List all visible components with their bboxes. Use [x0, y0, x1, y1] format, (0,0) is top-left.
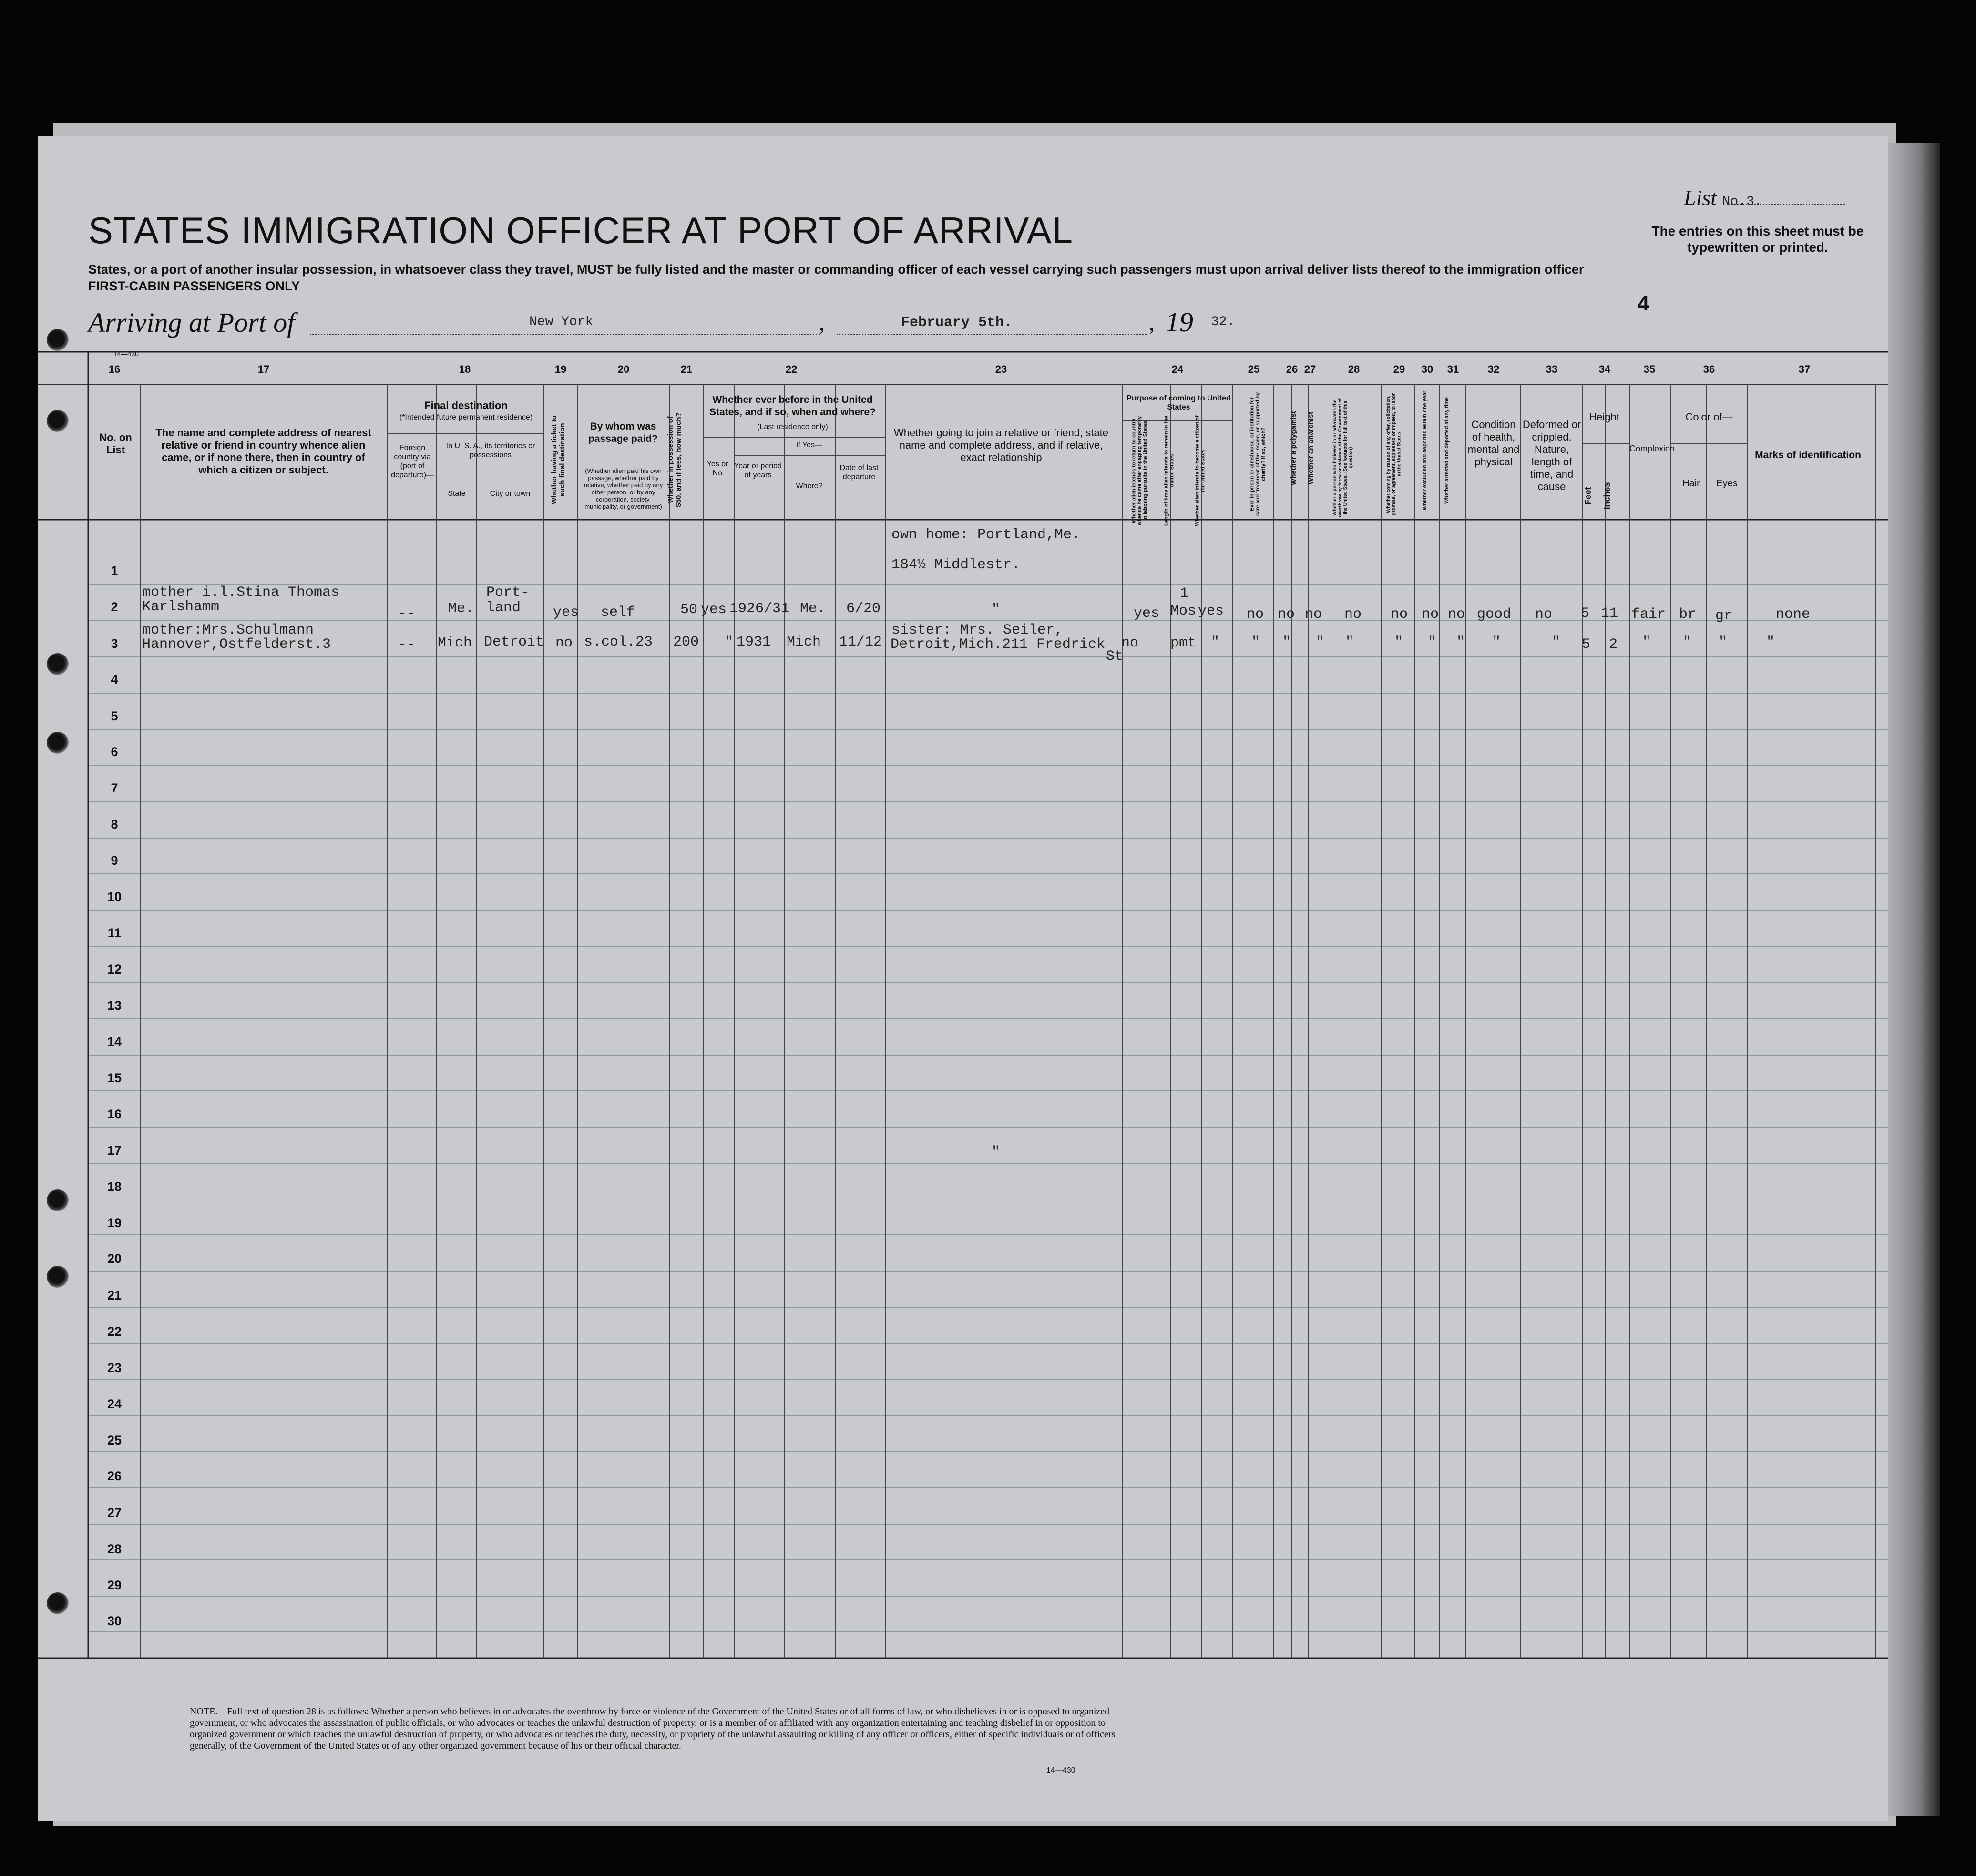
- header-ticket: Whether having a ticket to such final destination: [550, 415, 566, 504]
- header-marks: Marks of identification: [1755, 450, 1861, 461]
- header-join-relative: Whether going to join a relative or friend; state name and complete address, and if relative, exact relationship: [893, 427, 1109, 463]
- column-number: 26: [1286, 363, 1298, 375]
- row3-polygamist: ": [1282, 634, 1291, 650]
- header-purpose-length: Length of time alien intends to remain in the United States: [1163, 415, 1175, 526]
- header-before-us-note: (Last residence only): [757, 423, 828, 431]
- row2-state: Me.: [448, 601, 474, 617]
- row2-feet: 5: [1581, 605, 1590, 622]
- row2-city-line2: land: [486, 600, 521, 616]
- comma-separator: ,: [1149, 310, 1155, 336]
- column-number: 33: [1546, 363, 1558, 375]
- row3-inches: 2: [1609, 636, 1618, 653]
- header-hair: Hair: [1682, 478, 1700, 489]
- header-date-departure: Date of last departure: [840, 464, 879, 481]
- port-value: New York: [529, 315, 594, 329]
- row3-length: pmt: [1170, 635, 1197, 651]
- row1-join-line1: own home: Portland,Me.: [891, 527, 1081, 543]
- row2-city-line1: Port-: [486, 584, 530, 601]
- row-number: 15: [107, 1071, 122, 1085]
- row2-foreign: --: [398, 605, 416, 622]
- header-q31: Whether arrested and deported at any time: [1444, 397, 1450, 504]
- row3-departure: 11/12: [839, 634, 882, 650]
- header-final-destination: Final destination: [424, 400, 508, 411]
- row3-foreign: --: [398, 636, 416, 653]
- column-number: 34: [1598, 363, 1611, 375]
- row-number: 6: [111, 745, 118, 759]
- column-number: 37: [1798, 363, 1811, 375]
- header-foreign-country: Foreign country via (port of departure)—: [391, 444, 434, 479]
- header-inches: Inches: [1602, 482, 1612, 510]
- year-suffix: 32.: [1211, 315, 1235, 329]
- row3-citizen: ": [1211, 634, 1220, 650]
- row2-money: 50: [680, 602, 698, 618]
- row-number: 4: [111, 672, 118, 687]
- row2-q30: no: [1422, 606, 1439, 623]
- header-q28: Whether a person who believes in or advocates the overthrow by force or violence of the Government of the United States. (See footnote for full text of this question): [1332, 398, 1353, 517]
- row3-deformed: ": [1552, 634, 1561, 650]
- row3-relative-line1: mother:Mrs.Schulmann: [142, 622, 314, 638]
- row3-complexion: ": [1642, 634, 1651, 650]
- listing-notice: States, or a port of another insular possession, in whatsoever class they travel, MUST be fully listed and the master or commanding officer of each vessel carrying such passengers must upon arrival deliver lists thereof to the immigration officer: [88, 262, 1584, 277]
- row2-hair: br: [1679, 606, 1697, 623]
- row-number: 23: [107, 1361, 122, 1375]
- row2-marks: none: [1776, 606, 1811, 623]
- header-anarchist: Whether an anarchist: [1307, 411, 1315, 485]
- header-no-on-list: No. on List: [99, 431, 132, 456]
- header-q30: Whether excluded and deported within one year: [1422, 390, 1428, 511]
- row3-years: 1931: [737, 634, 771, 650]
- row2-before-yes-no: yes: [701, 602, 727, 618]
- column-number: 24: [1171, 363, 1184, 375]
- row-number: 7: [111, 781, 118, 795]
- row3-q29: ": [1394, 634, 1403, 650]
- year-prefix: 19: [1166, 307, 1193, 338]
- row3-purpose-return: no: [1121, 635, 1139, 651]
- row-number: 14: [107, 1035, 122, 1049]
- row3-before-yes-no: ": [725, 634, 734, 650]
- binder-hole-icon: [47, 653, 69, 675]
- row2-citizen: yes: [1198, 603, 1224, 619]
- row2-complexion: fair: [1631, 606, 1666, 623]
- header-where: Where?: [796, 482, 823, 490]
- row2-length-line1: 1: [1180, 585, 1189, 602]
- column-number: 21: [680, 363, 693, 375]
- row2-deformed: no: [1535, 606, 1553, 623]
- header-prison: Ever in prison or almshouse, or institution for care and treatment of the insane, or supported by charity? If so, which?: [1249, 392, 1267, 516]
- row2-prison: no: [1247, 606, 1264, 623]
- date-value: February 5th.: [901, 315, 1013, 331]
- header-q29: Whether coming by reason of any offer, solicitation, promise, or agreement, expressed or implied, to labor in the United States: [1386, 393, 1402, 515]
- row2-years: 1926/31: [729, 601, 790, 617]
- row2-length-line2: Mos: [1170, 603, 1197, 619]
- header-by-whom: By whom was passage paid?: [588, 421, 658, 444]
- binder-hole-icon: [47, 1189, 69, 1211]
- header-feet: Feet: [1583, 487, 1593, 505]
- header-before-us: Whether ever before in the United States, and if so, when and where?: [709, 394, 876, 418]
- column-number: 29: [1393, 363, 1405, 375]
- header-polygamist: Whether a polygamist: [1290, 411, 1298, 485]
- column-number: 28: [1348, 363, 1360, 375]
- binder-hole-icon: [47, 410, 69, 432]
- row3-ticket: no: [555, 635, 573, 651]
- row-number: 25: [107, 1433, 122, 1447]
- row-number: 27: [107, 1506, 122, 1520]
- row2-ticket: yes: [553, 605, 579, 621]
- row2-join: ": [992, 602, 1001, 618]
- row-number: 10: [107, 890, 122, 904]
- row2-purpose-return: yes: [1134, 605, 1160, 622]
- row2-relative-line2: Karlshamm: [142, 599, 220, 615]
- row-number: 29: [107, 1578, 122, 1592]
- row2-eyes: gr: [1715, 608, 1733, 624]
- column-number: 27: [1304, 363, 1316, 375]
- row-number: 8: [111, 817, 118, 831]
- row-number: 5: [111, 709, 118, 723]
- typewritten-note: The entries on this sheet must be typewritten or printed.: [1651, 224, 1864, 255]
- row-number: 12: [107, 962, 122, 976]
- row3-join-line2: Detroit,Mich.211 Fredrick: [891, 636, 1106, 653]
- column-number: 22: [785, 363, 798, 375]
- row3-city: Detroit: [484, 634, 544, 650]
- form-code-bottom: 14—430: [1046, 1766, 1075, 1774]
- column-number: 32: [1487, 363, 1500, 375]
- form-code: 14—430: [113, 350, 139, 358]
- arrival-port-label: Arriving at Port of: [88, 307, 295, 338]
- row-number: 28: [107, 1542, 122, 1556]
- row-number: 16: [107, 1107, 122, 1121]
- column-number: 25: [1248, 363, 1260, 375]
- column-number: 20: [617, 363, 630, 375]
- row3-q31: ": [1456, 634, 1465, 650]
- page-edge-stack: [1888, 143, 1940, 1816]
- date-dotted-line: [837, 334, 1147, 335]
- header-condition: Condition of health, mental and physical: [1467, 419, 1520, 468]
- row3-hair: ": [1683, 634, 1692, 650]
- column-number: 18: [459, 363, 471, 375]
- row-number: 13: [107, 998, 122, 1013]
- binder-hole-icon: [47, 329, 69, 351]
- row3-state: Mich: [438, 635, 472, 651]
- row-number: 3: [111, 636, 118, 651]
- row-number: 9: [111, 853, 118, 868]
- row3-where: Mich: [787, 634, 821, 650]
- row2-inches: 11: [1601, 605, 1618, 622]
- row2-condition: good: [1477, 606, 1512, 623]
- header-height: Height: [1589, 411, 1619, 423]
- binder-hole-icon: [47, 1592, 69, 1614]
- row3-anarchist: ": [1316, 634, 1325, 650]
- header-money: Whether in possession of $50, and if less, how much?: [666, 412, 683, 507]
- row3-q30: ": [1428, 634, 1437, 650]
- header-eyes: Eyes: [1716, 478, 1738, 489]
- row3-paid-by: s.col.23: [584, 634, 653, 650]
- row-number: 11: [107, 926, 122, 940]
- row3-prison: ": [1251, 634, 1260, 650]
- row2-where: Me.: [800, 601, 826, 617]
- row3-condition: ": [1492, 634, 1501, 650]
- column-number: 17: [257, 363, 270, 375]
- row3-q28: ": [1345, 634, 1354, 650]
- row-number: 2: [111, 600, 118, 614]
- row3-money: 200: [673, 634, 699, 650]
- header-state: State: [448, 490, 466, 498]
- row2-paid-by: self: [601, 605, 635, 621]
- column-number: 30: [1421, 363, 1433, 375]
- header-city: City or town: [490, 490, 531, 498]
- row2-q31: no: [1448, 606, 1465, 623]
- page-title: STATES IMMIGRATION OFFICER AT PORT OF ARRIVAL: [88, 209, 1074, 251]
- row2-anarchist: no: [1305, 606, 1322, 623]
- comma-separator: ,: [819, 310, 825, 336]
- cabin-class-label: FIRST-CABIN PASSENGERS ONLY: [88, 279, 300, 293]
- row3-join-line3: St: [1106, 648, 1124, 665]
- row3-relative-line2: Hannover,Ostfelderst.3: [142, 636, 331, 653]
- row-number: 20: [107, 1251, 122, 1266]
- row3-join-line1: sister: Mrs. Seiler,: [891, 622, 1064, 638]
- row-number: 1: [111, 564, 118, 578]
- header-purpose-return: Whether alien intends to return to country whence he came after engaging temporarily in laboring pursuits in the United States: [1131, 416, 1148, 526]
- row3-eyes: ": [1719, 634, 1728, 650]
- header-in-usa: In U. S. A., its territories or possessions: [446, 442, 535, 459]
- row3-feet: 5: [1582, 636, 1591, 653]
- row-number: 26: [107, 1469, 122, 1483]
- column-number: 16: [108, 363, 121, 375]
- header-nearest-relative: The name and complete address of nearest relative or friend in country whence alien came, or if none there, then in country of which a citizen or subject.: [155, 427, 371, 476]
- row1-join-line2: 184½ Middlestr.: [891, 557, 1021, 573]
- header-final-destination-note: (*Intended future permanent residence): [399, 413, 533, 421]
- row2-relative-line1: mother i.l.Stina Thomas: [142, 584, 340, 601]
- binder-hole-icon: [47, 1266, 69, 1288]
- list-no-dotted-line: [1728, 204, 1845, 205]
- header-if-yes: If Yes—: [796, 441, 823, 449]
- row-number: 21: [107, 1288, 122, 1302]
- row-number: 22: [107, 1324, 122, 1339]
- header-yes-no: Yes or No: [706, 460, 728, 477]
- column-number: 31: [1447, 363, 1459, 375]
- header-complexion: Complexion: [1629, 444, 1675, 453]
- row-number: 24: [107, 1397, 122, 1411]
- row2-polygamist: no: [1278, 606, 1295, 623]
- header-purpose: Purpose of coming to United States: [1126, 394, 1231, 411]
- row-number: 19: [107, 1216, 122, 1230]
- row-number: 17: [107, 1143, 122, 1158]
- row-number: 30: [107, 1614, 122, 1628]
- port-dotted-line: [310, 334, 820, 335]
- footer-note-q28: NOTE.—Full text of question 28 is as follows: Whether a person who believes in or advocates the overthrow by force or violence of the Government of the United States or of all forms of law, or who disbelieves in or is opposed to organized government, or who advocates the assassination of public officials, or who advocates or teaches the unlawful destruction of property, or is a member of or affiliated with any organization entertaining and teaching disbelief in or opposition to organized government or which teaches the unlawful destruction of property, or who advocates or teaches the duty, necessity, or propriety of the unlawful assaulting or killing of any officer or officers, either of specific individuals or of officers generally, of the Government of the United States or of any other organized government because of his or their official character.: [190, 1706, 1116, 1751]
- sheet-number: 4: [1638, 292, 1649, 315]
- column-number: 35: [1643, 363, 1656, 375]
- column-number: 36: [1703, 363, 1715, 375]
- row-number: 18: [107, 1179, 122, 1194]
- header-deformed: Deformed or crippled. Nature, length of time, and cause: [1522, 419, 1581, 492]
- row2-q29: no: [1391, 606, 1408, 623]
- row2-departure: 6/20: [846, 601, 881, 617]
- header-purpose-citizen: Whether alien intends to become a citizen of the United States: [1194, 415, 1206, 526]
- header-by-whom-note: (Whether alien paid his own passage, whether paid by relative, whether paid by any other person, or by any corporation, society, municipality, or government): [584, 467, 663, 510]
- header-color-of: Color of—: [1685, 411, 1733, 423]
- header-year-period: Year or period of years: [734, 462, 782, 479]
- row17-join: ": [992, 1144, 1001, 1160]
- column-number: 19: [554, 363, 567, 375]
- list-label: List No.3.: [1684, 185, 1762, 210]
- manifest-sheet: [38, 136, 1888, 1821]
- column-number: 23: [995, 363, 1007, 375]
- row3-marks: ": [1766, 634, 1775, 650]
- row2-q28: no: [1344, 606, 1362, 623]
- binder-hole-icon: [47, 732, 69, 754]
